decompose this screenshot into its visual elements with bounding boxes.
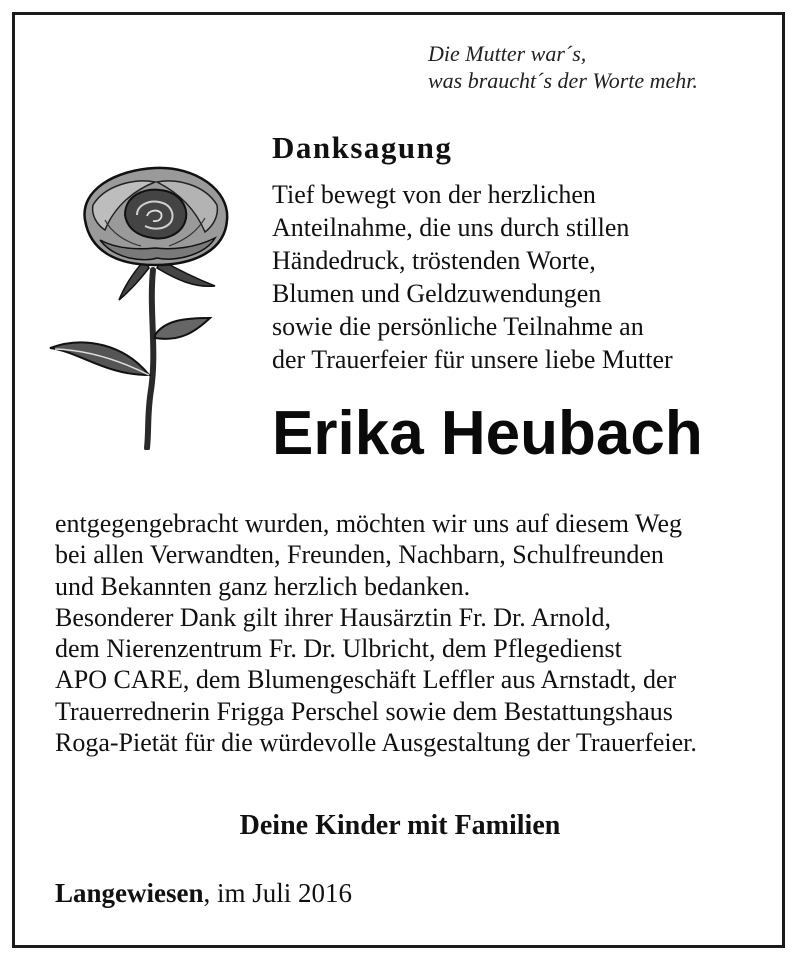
date: , im Juli 2016 <box>203 878 353 908</box>
motto-line: was braucht´s der Worte mehr. <box>428 68 698 93</box>
signature: Deine Kinder mit Familien <box>239 810 561 841</box>
place: Langewiesen <box>55 878 204 908</box>
body-line: Roga-Pietät für die würdevolle Ausgestaltung der Trauerfeier. <box>55 728 697 758</box>
intro-line: Tief bewegt von der herzlichen <box>272 180 596 209</box>
motto-quote <box>428 40 768 94</box>
intro-line: Anteilnahme, die uns durch stillen <box>272 213 630 242</box>
motto-line: Die Mutter war´s, <box>428 41 587 66</box>
intro-line: der Trauerfeier für unsere liebe Mutter <box>272 345 673 374</box>
deceased-name: Erika Heubach <box>272 399 703 468</box>
body-line: APO CARE, dem Blumengeschäft Leffler aus Arnstadt, der <box>55 665 677 695</box>
place-date <box>55 878 352 909</box>
body-line: Trauerrednerin Frigga Perschel sowie dem Bestattungshaus <box>55 696 673 726</box>
intro-line: sowie die persönliche Teilnahme an <box>272 312 644 341</box>
body-line: entgegengebracht wurden, möchten wir uns auf diesem Weg <box>55 509 682 538</box>
intro-paragraph <box>272 178 772 376</box>
body-paragraph <box>55 508 775 758</box>
body-line: dem Nierenzentrum Fr. Dr. Ulbricht, dem Pflegedienst <box>55 634 622 664</box>
heading-danksagung: Danksagung <box>272 130 453 165</box>
intro-line: Händedruck, tröstenden Worte, <box>272 246 596 275</box>
rose-icon <box>45 160 245 450</box>
intro-line: Blumen und Geldzuwendungen <box>272 279 602 308</box>
body-line: Besonderer Dank gilt ihrer Hausärztin Fr. Dr. Arnold, <box>55 602 611 632</box>
body-line: und Bekannten ganz herzlich bedanken. <box>55 571 471 601</box>
body-line: bei allen Verwandten, Freunden, Nachbarn, Schulfreunden <box>55 540 664 570</box>
